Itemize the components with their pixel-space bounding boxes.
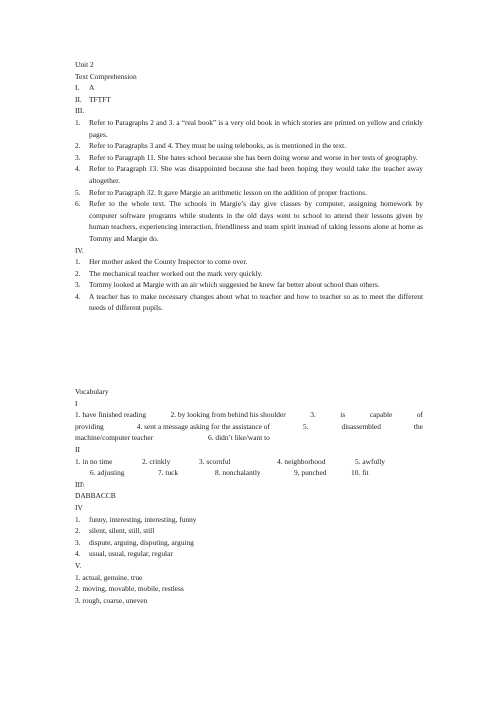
tc-part-ii: [75, 94, 423, 106]
item-number: 3.: [75, 537, 81, 547]
text-comprehension-section: [75, 59, 423, 314]
item-number: 4.: [75, 164, 81, 174]
answer-text: 10. fit: [351, 468, 369, 478]
vocab-part-iii-answer: DABBACCB: [75, 491, 116, 501]
answer-text: 5.: [302, 421, 309, 431]
list-item: [75, 548, 423, 560]
section-title: Text Comprehension: [75, 71, 137, 81]
answer-text: capable: [369, 410, 393, 420]
item-number: 4.: [75, 291, 81, 301]
item-number: 2.: [75, 268, 81, 278]
vocab-part-ii-num: II: [75, 444, 80, 454]
item-text: Refer to Paragraphs 2 and 3. a “real book” is a very old book in which stories are printed on yellow and crinkly pages.: [89, 117, 423, 139]
list-item: [75, 279, 423, 291]
answer-text: 4. neighborhood: [277, 456, 326, 466]
item-number: 1.: [75, 117, 81, 127]
vocab-ii-line-2: [75, 467, 423, 479]
vocabulary-section: [75, 386, 423, 606]
item-text: Tommy looked at Margie with an air which suggested he knew far better about school than others.: [89, 280, 380, 290]
vocab-i-line-3: [75, 432, 423, 444]
item-number: 1.: [75, 257, 81, 267]
item-number: 3.: [75, 280, 81, 290]
vocabulary-title: Vocabulary: [75, 387, 109, 396]
item-text: usual, usual, regular, regular: [89, 549, 173, 559]
item-text: Her mother asked the County Inspector to come over.: [89, 257, 248, 267]
item-text: Refer to Paragraph 11. She hates school because she has been doing worse and worse in her tests of geography.: [89, 152, 418, 162]
list-item: [75, 525, 423, 537]
answer-text: 5. awfully: [355, 456, 385, 466]
item-text: dispute, arguing, disputing, arguing: [89, 537, 194, 547]
answer-text: 4. sent a message asking for the assistance of: [136, 421, 270, 431]
item-text: Refer to Paragraph 13. She was disappointed because she had been hoping they would take the teacher away altogether.: [89, 164, 423, 185]
item-text: A teacher has to make necessary changes about what to teacher and how to teacher so as to meet the different needs of different pupils.: [89, 291, 423, 313]
tc-part-i: [75, 82, 423, 94]
answer-text: is: [340, 410, 346, 420]
list-item: [75, 198, 423, 244]
vocab-part-i-num: I: [75, 398, 78, 408]
answer-text: 8. nonchalantly: [215, 468, 261, 478]
item-number: 6.: [75, 199, 81, 209]
answer-text: 1. have finished reading: [75, 410, 147, 420]
list-item: [75, 514, 423, 526]
item-number: 3.: [75, 152, 81, 162]
answer-text: of: [416, 410, 423, 420]
answer-text: 7. tuck: [158, 468, 179, 478]
list-item: [75, 187, 423, 199]
list-item: [75, 268, 423, 280]
tc-part-ii-answer: TFTFT: [89, 94, 111, 104]
item-text: The mechanical teacher worked out the mark very quickly.: [89, 268, 263, 278]
tc-part-i-num: I.: [75, 83, 80, 93]
list-item: [75, 537, 423, 549]
item-text: Refer to the whole text. The schools in Margie’s day give classes by computer, assigning homework by computer software programs while students in the old days went to school to attend their lessons given by human teachers, experiencing interaction, friendliness and team spirit instead of taking lessons alone at home as Tommy and Margie do.: [89, 199, 423, 243]
item-number: 2.: [75, 526, 81, 536]
item-number: 4.: [75, 549, 81, 559]
answer-text: 6. adjusting: [90, 468, 125, 478]
tc-part-i-answer: A: [89, 83, 95, 93]
tc-part-iii-num: III.: [75, 106, 85, 116]
list-item: 3. rough, coarse, uneven: [75, 595, 148, 605]
answer-text: 2. by looking from behind his shoulder: [170, 410, 286, 420]
item-text: funny, interesting, interesting, funny: [89, 514, 197, 524]
item-text: silent, silent, still, still: [89, 526, 155, 536]
list-item: [75, 291, 423, 314]
item-number: 1.: [75, 514, 81, 524]
answer-text: 2. crinkly: [142, 456, 171, 466]
answer-text: 3.: [310, 410, 316, 420]
list-item: [75, 117, 423, 140]
answer-text: machine/computer teacher: [75, 433, 154, 443]
answer-text: 1. in no time: [75, 456, 113, 466]
answer-text: 3. scornful: [199, 456, 231, 466]
tc-part-ii-num: II.: [75, 94, 82, 104]
vocab-part-v-num: V.: [75, 560, 82, 570]
list-item: [75, 140, 423, 152]
vocab-ii-line-1: [75, 456, 423, 468]
unit-title: Unit 2: [75, 60, 94, 69]
answer-text: disassembled: [341, 421, 381, 431]
vocab-part-iv-num: IV: [75, 502, 83, 512]
list-item: [75, 163, 423, 186]
answer-text: providing: [75, 421, 104, 431]
list-item: [75, 152, 423, 164]
answer-text: 9, punched: [294, 468, 327, 478]
list-item: 2. moving, movable, mobile, restless: [75, 584, 184, 594]
item-text: Refer to Paragraphs 3 and 4. They must be using telebooks, as is mentioned in the text.: [89, 141, 347, 151]
item-text: Refer to Paragraph 32. It gave Margie an arithmetic lesson on the addition of proper fractions.: [89, 187, 367, 197]
answer-text: 6. didn’t like/want to: [208, 433, 270, 443]
list-item: 1. actual, genuine, true: [75, 572, 143, 582]
tc-part-iv-num: IV.: [75, 245, 84, 255]
item-number: 2.: [75, 141, 81, 151]
answer-text: the: [413, 421, 423, 431]
item-number: 5.: [75, 187, 81, 197]
vocab-i-line-2: [75, 421, 423, 433]
vocab-i-line-1: [75, 409, 423, 421]
vocab-part-iii-num: III\: [75, 479, 85, 489]
list-item: [75, 256, 423, 268]
